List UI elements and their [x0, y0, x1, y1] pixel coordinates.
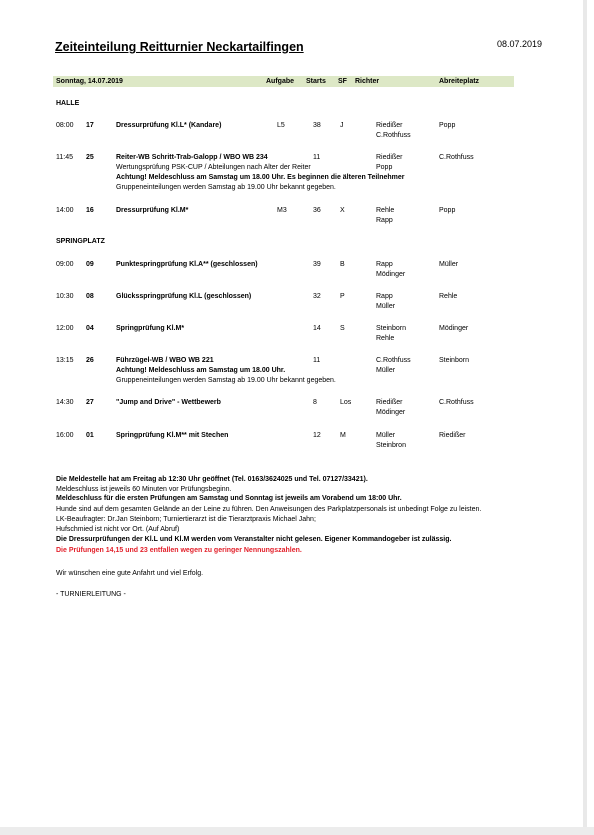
competition-name: Springprüfung Kl.M** mit Stechen: [116, 432, 229, 439]
starts-cell: 39: [313, 261, 321, 268]
judge-name: C.Rothfuss: [376, 357, 411, 364]
competition-number: 08: [86, 293, 94, 300]
page-edge-bottom: [0, 827, 594, 835]
judge-name: Steinborn: [376, 325, 406, 332]
judge-name: Müller: [376, 303, 396, 310]
judge-name: Mödinger: [376, 271, 406, 278]
abreiteplatz-cell: C.Rothfuss: [439, 399, 474, 406]
header-aufgabe: Aufgabe: [266, 77, 294, 85]
competition-note: Achtung! Meldeschluss am Samstag um 18.00 Uhr.: [116, 367, 286, 374]
sf-cell: S: [340, 325, 345, 332]
footer-line: Hunde sind auf dem gesamten Gelände an der Leine zu führen. Den Anweisungen des Parkplatzpersonals ist unbedingt Folge zu leisten.: [56, 506, 482, 513]
competition-number: 16: [86, 207, 94, 214]
starts-cell: 14: [313, 325, 321, 332]
competition-number: 26: [86, 357, 94, 364]
judge-name: C.Rothfuss: [376, 132, 411, 139]
sf-cell: Los: [340, 399, 352, 406]
starts-cell: 8: [313, 399, 317, 406]
competition-name: Dressurprüfung Kl.M*: [116, 207, 189, 214]
competition-name: Springprüfung Kl.M*: [116, 325, 185, 332]
judge-name: Rehle: [376, 207, 395, 214]
judge-name: Popp: [376, 164, 393, 171]
section-title: HALLE: [56, 100, 80, 107]
starts-cell: 11: [313, 357, 321, 364]
judge-name: Rapp: [376, 293, 393, 300]
footer-line: Meldeschluss ist jeweils 60 Minuten vor Prüfungsbeginn.: [56, 486, 232, 493]
starts-cell: 32: [313, 293, 321, 300]
sf-cell: J: [340, 122, 344, 129]
aufgabe-cell: L5: [277, 122, 285, 129]
header-richter: Richter: [355, 77, 380, 85]
signature: - TURNIERLEITUNG -: [56, 591, 126, 598]
footer-line: Die Dressurprüfungen der Kl.L und Kl.M werden vom Veranstalter nicht gelesen. Eigener Kommandogeber ist zulässig.: [56, 536, 452, 543]
time-cell: 10:30: [56, 293, 74, 300]
competition-name: Dressurprüfung Kl.L* (Kandare): [116, 122, 222, 129]
judge-name: Rapp: [376, 217, 393, 224]
time-cell: 11:45: [56, 154, 73, 161]
sf-cell: M: [340, 432, 346, 439]
footer-line: Hufschmied ist nicht vor Ort. (Auf Abruf): [56, 526, 180, 533]
abreiteplatz-cell: C.Rothfuss: [439, 154, 474, 161]
competition-number: 04: [86, 325, 94, 332]
starts-cell: 38: [313, 122, 321, 129]
competition-note: Wertungsprüfung PSK-CUP / Abteilungen nach Alter der Reiter: [116, 164, 311, 171]
closing-text: Wir wünschen eine gute Anfahrt und viel Erfolg.: [56, 570, 204, 577]
competition-number: 25: [86, 154, 94, 161]
abreiteplatz-cell: Steinborn: [439, 357, 469, 364]
footer-line: LK-Beaufragter: Dr.Jan Steinborn; Turniertierarzt ist die Tierarztpraxis Michael Jahn;: [56, 516, 316, 523]
section-title: SPRINGPLATZ: [56, 238, 105, 245]
competition-number: 17: [86, 122, 94, 129]
document-title: Zeiteinteilung Reitturnier Neckartailfingen: [55, 40, 304, 54]
competition-name: "Jump and Drive" - Wettbewerb: [116, 399, 221, 406]
competition-note: Achtung! Meldeschluss am Samstag um 18.00 Uhr. Es beginnen die älteren Teilnehmer: [116, 174, 405, 181]
judge-name: Müller: [376, 432, 396, 439]
sf-cell: X: [340, 207, 345, 214]
abreiteplatz-cell: Riedißer: [439, 432, 466, 439]
competition-name: Führzügel-WB / WBO WB 221: [116, 357, 214, 364]
judge-name: Rapp: [376, 261, 393, 268]
abreiteplatz-cell: Rehle: [439, 293, 458, 300]
competition-note: Gruppeneinteilungen werden Samstag ab 19.00 Uhr bekannt gegeben.: [116, 377, 336, 384]
footer-line: Meldeschluss für die ersten Prüfungen am Samstag und Sonntag ist jeweils am Vorabend um 18:00 Uhr.: [56, 495, 402, 502]
judge-name: Steinbron: [376, 442, 406, 449]
header-sf: SF: [338, 77, 347, 85]
time-cell: 14:30: [56, 399, 74, 406]
time-cell: 14:00: [56, 207, 74, 214]
header-day: Sonntag, 14.07.2019: [56, 77, 123, 85]
page-edge-right: [583, 0, 587, 835]
footer-line: Die Meldestelle hat am Freitag ab 12:30 Uhr geöffnet (Tel. 0163/3624025 und Tel. 07127/33421).: [56, 476, 368, 483]
sf-cell: P: [340, 293, 345, 300]
abreiteplatz-cell: Popp: [439, 207, 456, 214]
header-starts: Starts: [306, 77, 326, 85]
table-header: [53, 76, 514, 87]
sf-cell: B: [340, 261, 345, 268]
time-cell: 13:15: [56, 357, 74, 364]
header-abreiteplatz: Abreiteplatz: [439, 77, 480, 85]
judge-name: Riedißer: [376, 399, 403, 406]
competition-note: Gruppeneinteilungen werden Samstag ab 19.00 Uhr bekannt gegeben.: [116, 184, 336, 191]
time-cell: 09:00: [56, 261, 74, 268]
competition-name: Reiter-WB Schritt-Trab-Galopp / WBO WB 234: [116, 154, 268, 161]
judge-name: Rehle: [376, 335, 395, 342]
competition-number: 01: [86, 432, 94, 439]
judge-name: Mödinger: [376, 409, 406, 416]
starts-cell: 11: [313, 154, 321, 161]
abreiteplatz-cell: Popp: [439, 122, 456, 129]
competition-number: 27: [86, 399, 94, 406]
time-cell: 08:00: [56, 122, 74, 129]
time-cell: 12:00: [56, 325, 74, 332]
starts-cell: 12: [313, 432, 321, 439]
abreiteplatz-cell: Müller: [439, 261, 459, 268]
starts-cell: 36: [313, 207, 321, 214]
judge-name: Riedißer: [376, 122, 403, 129]
competition-name: Glücksspringprüfung Kl.L (geschlossen): [116, 293, 252, 300]
abreiteplatz-cell: Mödinger: [439, 325, 469, 332]
time-cell: 16:00: [56, 432, 74, 439]
judge-name: Riedißer: [376, 154, 403, 161]
footer-line: Die Prüfungen 14,15 und 23 entfallen wegen zu geringer Nennungszahlen.: [56, 547, 302, 554]
judge-name: Müller: [376, 367, 396, 374]
aufgabe-cell: M3: [277, 207, 287, 214]
document-date: 08.07.2019: [497, 39, 543, 49]
competition-number: 09: [86, 261, 94, 268]
competition-name: Punktespringprüfung Kl.A** (geschlossen): [116, 261, 258, 268]
